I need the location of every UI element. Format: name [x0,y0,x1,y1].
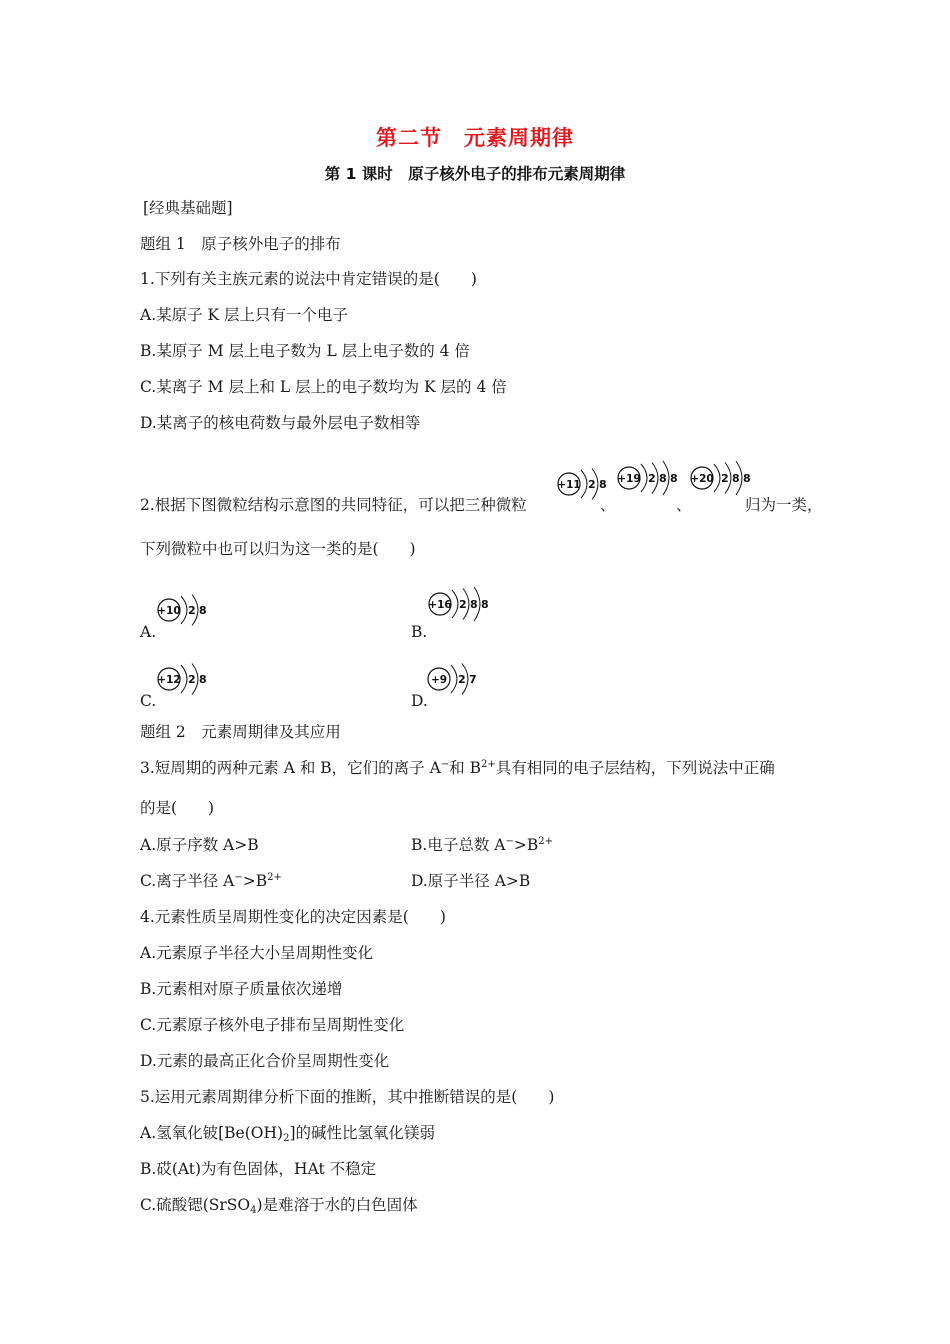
electron-shell-arc [581,470,587,498]
q4-option-a: A.元素原子半径大小呈周期性变化 [140,944,374,962]
atom-diagram [689,458,758,498]
electron-shell-arc [452,590,458,618]
shell-electron-count: 8 [743,472,751,485]
nucleus-charge: +16 [428,599,452,611]
electron-shell-arc [181,665,187,693]
q2-option-d-atom [426,659,484,699]
section-title: 第二节 元素周期律 [376,126,574,150]
q4-option-c: C.元素原子核外电子排布呈周期性变化 [140,1016,405,1034]
group2-title: 题组 2 元素周期律及其应用 [140,723,341,741]
q2-example-atom-3 [689,458,758,498]
q2-stem-part1: 2.根据下图微粒结构示意图的共同特征，可以把三种微粒 [140,496,527,514]
q2-stem-line2: 下列微粒中也可以归为这一类的是( ) [140,540,416,558]
nucleus-charge: +11 [557,479,581,491]
q3-option-c: C.离子半径 $A^->B^{2+}$ [140,872,282,890]
q3-stem: 3.短周期的两种元素 A 和 B，它们的离子 A−和 $B^{2+}$具有相同的电子层结构，下列说法中正确 [140,759,775,777]
q3-option-b: B.电子总数 $A^->B^{2+}$ [411,836,553,854]
shell-electron-count: 2 [188,673,196,686]
shell-electron-count: 2 [588,478,596,491]
q1-option-b: B.某原子 M 层上电子数为 L 层上电子数的 4 倍 [140,342,470,360]
q2-option-a-label: A. [140,623,157,641]
atom-diagram [616,458,685,498]
q2-option-a-atom [156,590,214,630]
shell-electron-count: 8 [659,472,667,485]
q4-stem: 4.元素性质呈周期性变化的决定因素是( ) [140,908,446,926]
electron-shell-arc [451,665,457,693]
q2-stem-part2: 归为一类， [745,496,823,514]
q5-option-c: C.硫酸锶(SrSO$_4$)是难溶于水的白色固体 [140,1196,418,1216]
q3-option-a: A.原子序数 A>B [140,836,259,854]
group1-title: 题组 1 原子核外电子的排布 [140,235,341,253]
shell-electron-count: 8 [470,598,478,611]
q5-option-a: A.氢氧化铍$[Be(OH)_2]$的碱性比氢氧化镁弱 [140,1124,435,1144]
q1-option-c: C.某离子 M 层上和 L 层上的电子数均为 K 层的 4 倍 [140,378,507,396]
electron-shell-arc [714,464,720,492]
q1-stem: 1.下列有关主族元素的说法中肯定错误的是( ) [140,270,477,288]
q5-stem: 5.运用元素周期律分析下面的推断，其中推断错误的是( ) [140,1088,555,1106]
electron-shell-arc [181,596,187,624]
q1-option-d: D.某离子的核电荷数与最外层电子数相等 [140,414,421,432]
shell-electron-count: 8 [199,673,207,686]
shell-electron-count: 8 [199,604,207,617]
nucleus-charge: +12 [157,674,181,686]
q2-option-b-label: B. [411,623,428,641]
atom-diagram [426,659,484,699]
shell-electron-count: 8 [599,478,607,491]
shell-electron-count: 8 [732,472,740,485]
q2-option-c-label: C. [140,692,157,710]
shell-electron-count: 2 [458,673,466,686]
shell-electron-count: 8 [481,598,489,611]
q2-separator-2: 、 [676,496,692,514]
nucleus-charge: +19 [617,473,641,485]
shell-electron-count: 7 [469,673,477,686]
atom-diagram [156,590,214,630]
shell-electron-count: 2 [648,472,656,485]
q5-option-b: B.砹(At)为有色固体，HAt 不稳定 [140,1160,377,1178]
atom-diagram [427,584,496,624]
category-label: [经典基础题] [143,199,233,217]
q1-option-a: A.某原子 K 层上只有一个电子 [140,306,349,324]
q3-stem-line2: 的是( ) [140,799,215,817]
q2-separator-1: 、 [600,496,616,514]
nucleus-charge: +20 [690,473,714,485]
q3-option-d: D.原子半径 A>B [411,872,531,890]
shell-electron-count: 2 [459,598,467,611]
q2-option-d-label: D. [411,692,428,710]
q4-option-b: B.元素相对原子质量依次递增 [140,980,343,998]
electron-shell-arc [641,464,647,492]
lesson-title: 第 1 课时 原子核外电子的排布元素周期律 [324,165,626,183]
q4-option-d: D.元素的最高正化合价呈周期性变化 [140,1052,390,1070]
nucleus-charge: +9 [430,674,448,686]
atom-diagram [156,659,214,699]
shell-electron-count: 2 [188,604,196,617]
shell-electron-count: 2 [721,472,729,485]
shell-electron-count: 8 [670,472,678,485]
q2-example-atom-2 [616,458,685,498]
nucleus-charge: +10 [157,605,181,617]
q2-option-b-atom [427,584,496,624]
q2-option-c-atom [156,659,214,699]
